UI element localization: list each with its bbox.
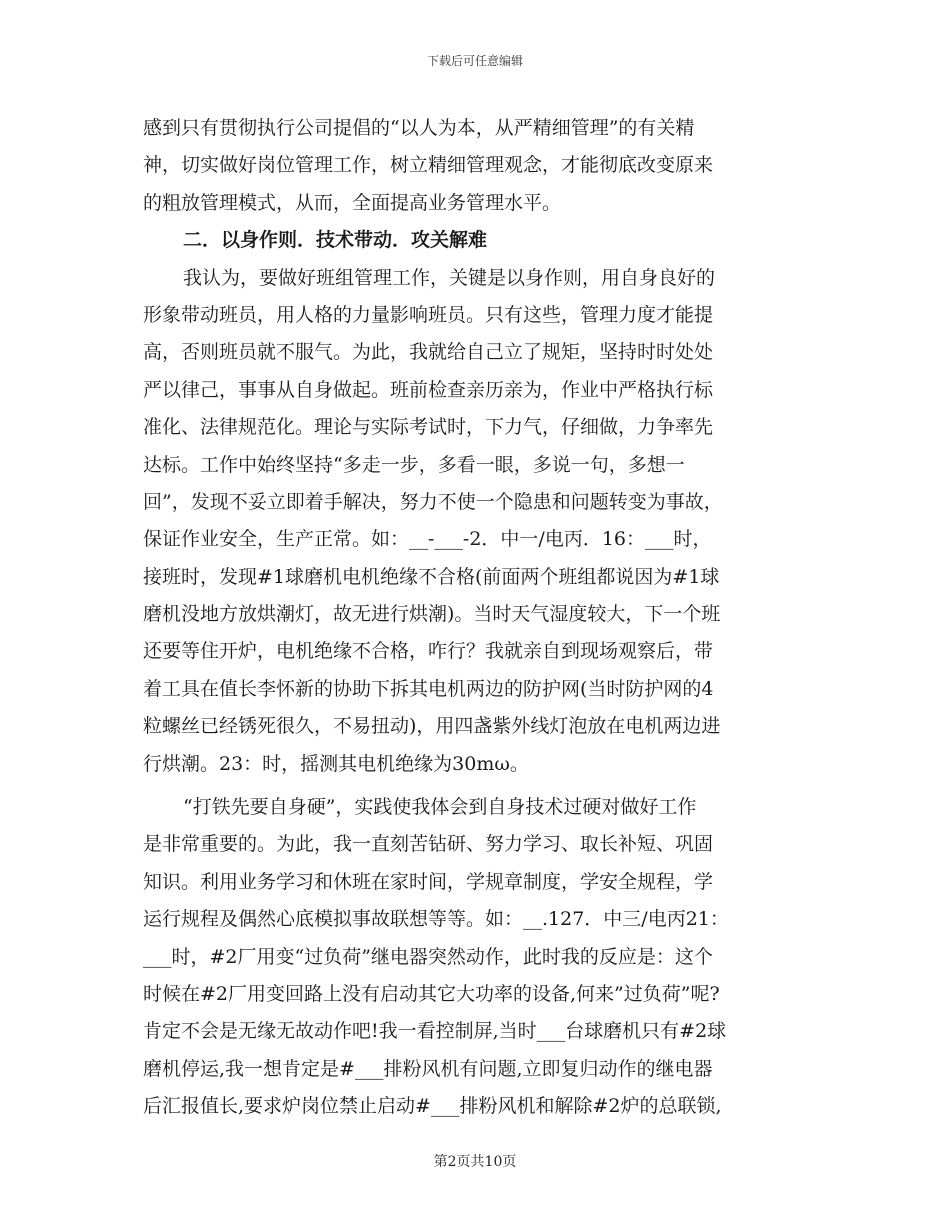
paragraph-line: 感到只有贯彻执行公司提倡的“以人为本，从严精细管理”的有关精	[143, 117, 695, 139]
paragraph-line: 着工具在值长李怀新的协助下拆其电机两边的防护网(当时防护网的4	[143, 677, 714, 700]
paragraph-line: “打铁先要自身硬”，实践使我体会到自身技术过硬对做好工作	[183, 796, 697, 819]
paragraph-line: 回”，发现不妥立即着手解决，努力不使一个隐患和问题转变为事故，	[143, 490, 723, 513]
paragraph-line: 粒螺丝已经锈死很久，不易扭动)，用四盏紫外线灯泡放在电机两边进	[143, 715, 721, 738]
paragraph-line: 接班时，发现#1球磨机电机绝缘不合格(前面两个班组都说因为#1球	[143, 565, 720, 588]
paragraph-line: 还要等住开炉，电机绝缘不合格，咋行？我就亲自到现场观察后，带	[143, 640, 714, 663]
paragraph-line: ___时，#2厂用变“过负荷”继电器突然动作，此时我的反应是：这个	[143, 945, 713, 968]
paragraph-line: 的粗放管理模式，从而，全面提高业务管理水平。	[143, 191, 562, 214]
document-body	[143, 110, 803, 1126]
paragraph-line: 形象带动班员，用人格的力量影响班员。只有这些，管理力度才能提	[143, 303, 714, 326]
paragraph-line: 我认为，要做好班组管理工作，关键是以身作则，用自身良好的	[183, 266, 716, 289]
paragraph-line: 是非常重要的。为此，我一直刻苦钻研、努力学习、取长补短、巩固	[143, 833, 714, 856]
paragraph-line: 磨机没地方放烘潮灯，故无进行烘潮)。当时天气湿度较大，下一个班	[143, 603, 721, 626]
page-header: 下载后可任意编辑	[426, 54, 523, 68]
paragraph-line: 肯定不会是无缘无故动作吧!我一看控制屏,当时___台球磨机只有#2球	[143, 1020, 727, 1043]
paragraph-line: 达标。工作中始终坚持“多走一步，多看一眼，多说一句，多想一	[143, 453, 685, 476]
paragraph-line: 知识。利用业务学习和休班在家时间，学规章制度，学安全规程，学	[143, 870, 714, 893]
page-number-footer: 第2页共10页	[433, 1154, 517, 1170]
paragraph-line: 时候在#2厂用变回路上没有启动其它大功率的设备,何来”过负荷”呢?	[143, 982, 720, 1005]
paragraph-line: 严以律己，事事从自身做起。班前检查亲历亲为，作业中严格执行标	[143, 378, 714, 401]
paragraph-line: 行烘潮。23：时，摇测其电机绝缘为30mω。	[143, 752, 529, 775]
paragraph-line: 高，否则班员就不服气。为此，我就给自己立了规矩，坚持时时处处	[143, 341, 714, 364]
paragraph-line: 保证作业安全，生产正常。如：__-___-2．中一/电丙．16：___时，	[143, 528, 712, 551]
paragraph-line: 神，切实做好岗位管理工作，树立精细管理观念，才能彻底改变原来	[143, 154, 714, 177]
paragraph-line: 后汇报值长,要求炉岗位禁止启动#___排粉风机和解除#2炉的总联锁,	[143, 1095, 722, 1118]
paragraph-line: 准化、法律规范化。理论与实际考试时，下力气，仔细做，力争率先	[143, 416, 714, 439]
paragraph-line: 磨机停运,我一想肯定是#___排粉风机有问题,立即复归动作的继电器	[143, 1057, 713, 1080]
section-heading: 二．以身作则．技术带动．攻关解难	[183, 229, 488, 252]
paragraph-line: 运行规程及偶然心底模拟事故联想等等。如：__.127．中三/电丙21：	[143, 908, 729, 931]
